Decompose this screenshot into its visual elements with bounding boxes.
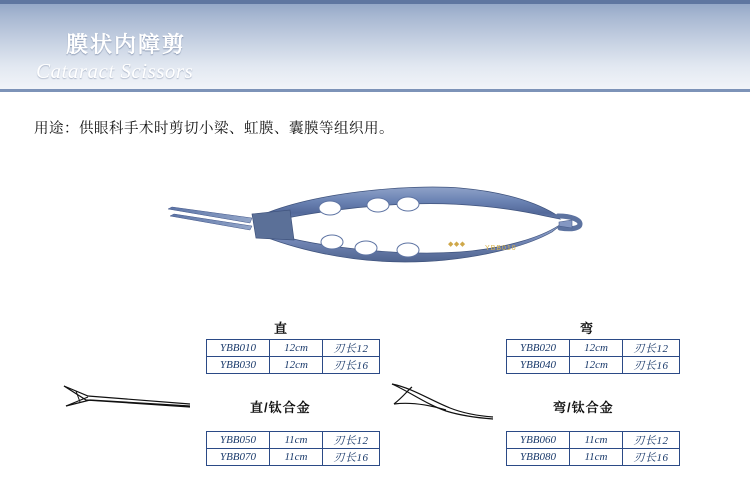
cell-spec: 刃长16 — [623, 357, 680, 374]
scissors-illustration — [160, 170, 590, 280]
cell-code: YBB070 — [207, 449, 270, 466]
tip-drawing-straight — [60, 380, 195, 420]
table-row — [507, 449, 680, 466]
spec-table-straight — [206, 339, 380, 374]
cell-code: YBB030 — [207, 357, 270, 374]
header-top-rule — [0, 0, 750, 4]
cell-spec: 刃长16 — [623, 449, 680, 466]
table-row — [207, 449, 380, 466]
cell-spec: 刃长12 — [323, 340, 380, 357]
cell-size: 11cm — [270, 432, 323, 449]
cell-spec: 刃长12 — [323, 432, 380, 449]
page-title-chinese: 膜状内障剪 — [66, 32, 187, 57]
straight-tip-illustration — [60, 380, 195, 420]
spec-table-straight-titanium — [206, 431, 380, 466]
cell-spec: 刃长12 — [623, 432, 680, 449]
cell-size: 11cm — [270, 449, 323, 466]
table-row — [507, 432, 680, 449]
cell-size: 11cm — [570, 449, 623, 466]
svg-text:◆◆◆: ◆◆◆ — [448, 241, 466, 248]
section-label-straight-titanium: 直/钛合金 — [250, 400, 311, 415]
page-footer-space — [0, 482, 750, 488]
product-photo — [160, 170, 590, 280]
cell-code: YBB080 — [507, 449, 570, 466]
spec-table-curved — [506, 339, 680, 374]
page-title-english: Cataract Scissors — [36, 59, 194, 83]
cell-size: 12cm — [570, 340, 623, 357]
cell-spec: 刃长16 — [323, 449, 380, 466]
cell-size: 12cm — [570, 357, 623, 374]
section-label-straight: 直 — [274, 321, 289, 336]
spec-table-curved-titanium — [506, 431, 680, 466]
cell-spec: 刃长12 — [623, 340, 680, 357]
cell-size: 12cm — [270, 340, 323, 357]
cell-code: YBB040 — [507, 357, 570, 374]
cell-size: 12cm — [270, 357, 323, 374]
cell-code: YBB020 — [507, 340, 570, 357]
cell-code: YBB050 — [207, 432, 270, 449]
table-row — [207, 357, 380, 374]
cell-spec: 刃长16 — [323, 357, 380, 374]
engraved-brand-text: YBB010 — [485, 245, 517, 252]
page-header — [0, 0, 750, 92]
cell-size: 11cm — [570, 432, 623, 449]
usage-description: 用途：供眼科手术时剪切小梁、虹膜、囊膜等组织用。 — [34, 121, 394, 137]
cell-code: YBB010 — [207, 340, 270, 357]
cell-code: YBB060 — [507, 432, 570, 449]
table-row — [207, 432, 380, 449]
tip-drawing-curved — [390, 378, 495, 420]
table-row — [207, 340, 380, 357]
section-label-curved: 弯 — [580, 321, 595, 336]
section-label-curved-titanium: 弯/钛合金 — [553, 400, 614, 415]
header-bottom-rule — [0, 89, 750, 92]
curved-tip-illustration — [390, 378, 495, 420]
table-row — [507, 340, 680, 357]
table-row — [507, 357, 680, 374]
